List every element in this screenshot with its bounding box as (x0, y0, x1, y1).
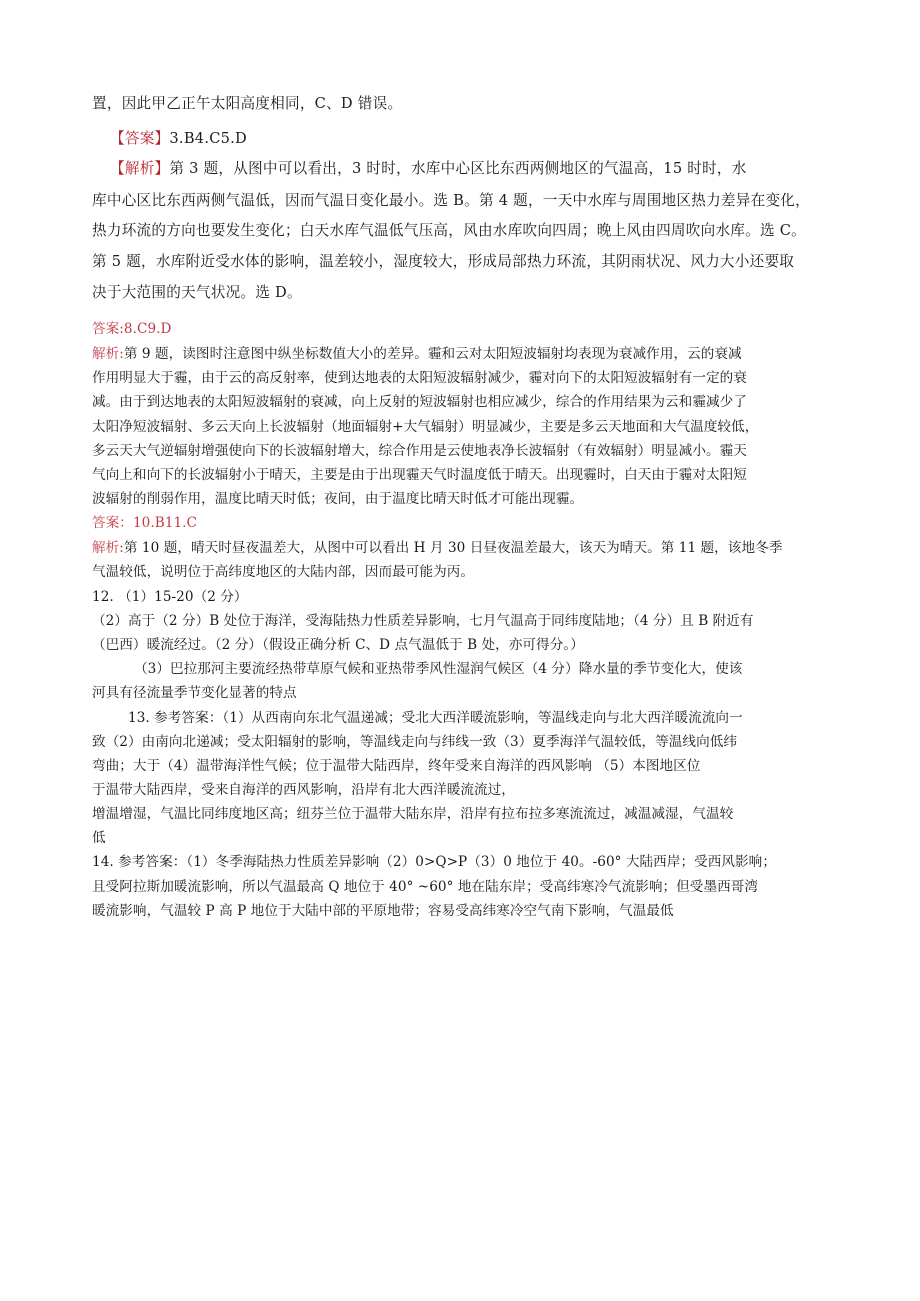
q14-line: 且受阿拉斯加暖流影响，所以气温最高 Q 地位于 40° ~60° 地在陆东岸；受高纬寒冷气流影响；但受墨西哥湾 (92, 879, 759, 895)
continuation-line: 置，因此甲乙正午太阳高度相同，C、D 错误。 (92, 95, 403, 112)
q13-line: 增温增湿，气温比同纬度地区高；纽芬兰位于温带大陆东岸，沿岸有拉布拉多寒流流过，减温减湿，气温较 (92, 806, 734, 822)
analysis-text: 第 10 题，晴天时昼夜温差大，从图中可以看出 H 月 30 日昼夜温差最大，该天为晴天。第 11 题，该地冬季 (123, 540, 783, 556)
answer-tag: 【答案】 (110, 130, 170, 147)
analysis-text: 决于大范围的天气状况。选 D。 (92, 284, 302, 301)
answer-text: 10.B11.C (132, 515, 197, 531)
q13-line: 弯曲；大于（4）温带海洋性气候；位于温带大陆西岸，终年受来自海洋的西风影响 （5）本图地区位 (92, 758, 701, 774)
q12-line: 12. （1）15-20（2 分） (92, 589, 248, 605)
analysis-text: 减。由于到达地表的太阳短波辐射的衰减，向上反射的短波辐射也相应减少，综合的作用结果为云和霾减少了 (92, 394, 747, 410)
analysis-label: 解析: (92, 540, 124, 556)
q12-line: （2）高于（2 分）B 处位于海洋，受海陆热力性质差异影响，七月气温高于同纬度陆地；（4 分）且 B 附近有 (92, 613, 754, 629)
answer-line (92, 511, 197, 531)
analysis-text: 第 5 题，水库附近受水体的影响，温差较小，湿度较大，形成局部热力环流，其阴雨状况、风力大小还要取 (92, 253, 795, 270)
answer-label: 答案： (92, 515, 133, 531)
analysis-line (92, 342, 742, 362)
analysis-text: 库中心区比东西两侧气温低，因而气温日变化最小。选 B。第 4 题，一天中水库与周围地区热力差异在变化， (92, 192, 810, 209)
analysis-text: 波辐射的削弱作用，温度比晴天时低；夜间，由于温度比晴天时低才可能出现霾。 (92, 491, 584, 507)
answer-text: 8.C9.D (123, 321, 172, 337)
q12-line: 河具有径流量季节变化显著的特点 (92, 685, 297, 701)
analysis-text: 热力环流的方向也要发生变化；白天水库气温低气压高，风由水库吹向四周；晚上风由四周吹向水库。选 C。 (92, 222, 806, 239)
q14-line: 暖流影响，气温较 P 高 P 地位于大陆中部的平原地带；容易受高纬寒冷空气南下影响，气温最低 (92, 903, 674, 919)
analysis-line (110, 157, 747, 178)
analysis-text: 作用明显大于霾，由于云的高反射率，使到达地表的太阳短波辐射减少，霾对向下的太阳短波辐射有一定的衰 (92, 370, 747, 386)
analysis-text: 多云天大气逆辐射增强使向下的长波辐射增大，综合作用是云使地表净长波辐射（有效辐射）明显减小。霾天 (92, 443, 747, 459)
analysis-text: 第 3 题，从图中可以看出，3 时时，水库中心区比东西两侧地区的气温高，15 时时，水 (169, 160, 747, 177)
q12-line: （巴西）暖流经过。（2 分）（假设正确分析 C、D 点气温低于 B 处，亦可得分。） (92, 637, 584, 653)
answer-text: 3.B4.C5.D (169, 130, 248, 147)
analysis-text: 第 9 题，读图时注意图中纵坐标数值大小的差异。霾和云对太阳短波辐射均表现为衰减作用，云的衰减 (123, 346, 742, 362)
q14-line: 14. 参考答案：（1）冬季海陆热力性质差异影响（2）0>Q>P（3）0 地位于 40。-60° 大陆西岸；受西风影响； (92, 854, 776, 870)
q13-line: 致（2）由南向北递减；受太阳辐射的影响，等温线走向与纬线一致（3）夏季海洋气温较低，等温线向低纬 (92, 734, 738, 750)
q13-line: 于温带大陆西岸，受来自海洋的西风影响，沿岸有北大西洋暖流流过， (92, 782, 515, 798)
analysis-label: 解析: (92, 346, 124, 362)
analysis-text: 太阳净短波辐射、多云天向上长波辐射（地面辐射+大气辐射）明显减少，主要是多云天地面和大气温度较低， (92, 419, 759, 435)
q13-line: 低 (92, 830, 106, 846)
answer-label: 答案: (92, 321, 124, 337)
analysis-text: 气温较低，说明位于高纬度地区的大陆内部，因而最可能为丙。 (92, 564, 475, 580)
analysis-text: 气向上和向下的长波辐射小于晴天，主要是由于出现霾天气时温度低于晴天。出现霾时，白天由于霾对太阳短 (92, 467, 747, 483)
analysis-tag: 【解析】 (110, 160, 170, 177)
analysis-line (92, 536, 782, 556)
answer-line (92, 317, 171, 337)
q13-line: 13. 参考答案：（1）从西南向东北气温递减；受北大西洋暖流影响，等温线走向与北大西洋暖流流向一 (128, 710, 743, 726)
answer-line (110, 127, 247, 148)
q12-line: （3）巴拉那河主要流经热带草原气候和亚热带季风性湿润气候区（4 分）降水量的季节变化大，使该 (134, 661, 743, 677)
